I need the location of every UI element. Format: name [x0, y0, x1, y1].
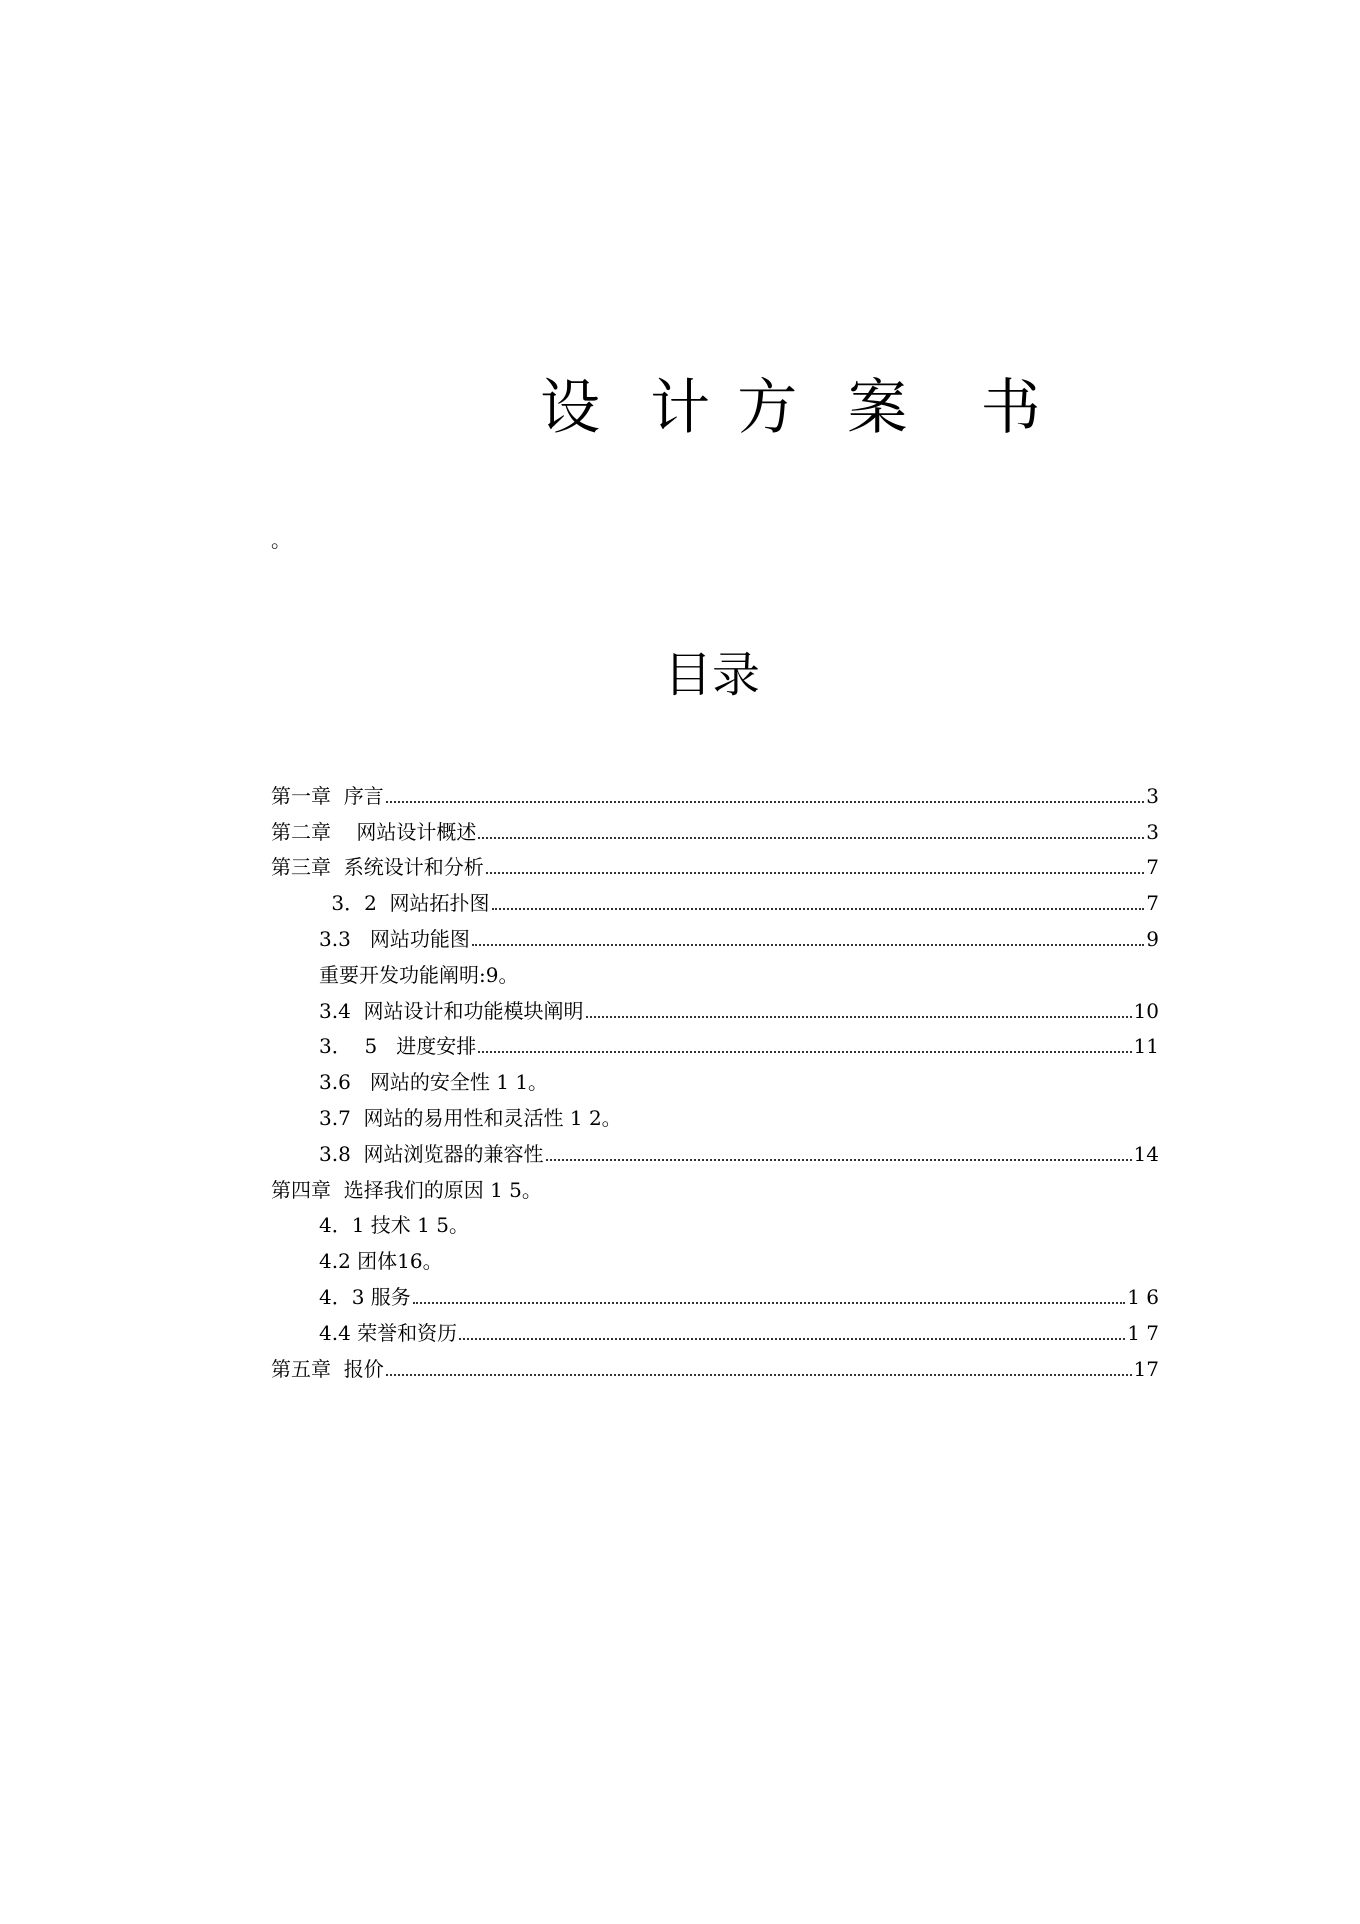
toc-dot-leader [472, 944, 1144, 946]
toc-dot-leader [546, 1159, 1132, 1161]
toc-entry[interactable] [271, 1130, 1159, 1166]
toc-entry-page-number: 3 [1146, 783, 1159, 808]
toc-entry-label: 第三章 系统设计和分析 [271, 855, 484, 880]
toc-dot-leader [478, 1051, 1131, 1053]
toc-entry-page-number: 14 [1133, 1141, 1159, 1166]
toc-entry[interactable] [271, 1202, 1159, 1238]
toc-entry-page-number: 7 [1146, 855, 1159, 880]
toc-entry-label: 3.4 网站设计和功能模块阐明 [319, 998, 584, 1023]
toc-dot-leader [492, 908, 1145, 910]
toc-entry-label: 3.3 网站功能图 [319, 926, 470, 951]
toc-entry-page-number: 17 [1133, 1356, 1159, 1381]
toc-entry-label: 4.4 荣誉和资历 [319, 1320, 458, 1345]
toc-entry-label: 4．3 服务 [319, 1284, 411, 1309]
toc-dot-leader [386, 1374, 1132, 1376]
toc-entry-page-number: 3 [1146, 819, 1159, 844]
toc-dot-leader [478, 837, 1144, 839]
toc-entry[interactable] [271, 1237, 1159, 1273]
toc-dot-leader [386, 801, 1145, 803]
toc-entry[interactable] [271, 1166, 1159, 1202]
toc-entry-page-number: 10 [1133, 998, 1159, 1023]
toc-entry[interactable] [271, 1309, 1159, 1345]
toc-entry-label: 第一章 序言 [271, 783, 384, 808]
toc-entry-label: 3.6 网站的安全性 1 1。 [319, 1070, 549, 1095]
stray-punctuation-mark: 。 [271, 528, 291, 552]
table-of-contents [271, 772, 1159, 1381]
toc-entry-label: 3． 5 进度安排 [319, 1034, 477, 1059]
toc-entry[interactable] [271, 1023, 1159, 1059]
toc-entry-page-number: 7 [1146, 891, 1159, 916]
toc-entry-page-number: 9 [1146, 926, 1159, 951]
toc-entry-label: 3．2 网站拓扑图 [325, 891, 490, 916]
toc-entry[interactable] [271, 1273, 1159, 1309]
toc-entry[interactable] [271, 879, 1159, 915]
toc-dot-leader [413, 1302, 1125, 1304]
toc-entry-label: 重要开发功能阐明:9。 [319, 962, 519, 987]
toc-dot-leader [586, 1016, 1132, 1018]
toc-entry[interactable] [271, 987, 1159, 1023]
toc-entry[interactable] [271, 1345, 1159, 1381]
toc-entry-page-number: 11 [1133, 1034, 1159, 1059]
toc-entry-page-number: 1 7 [1127, 1320, 1159, 1345]
toc-entry-label: 3.7 网站的易用性和灵活性 1 2。 [319, 1105, 622, 1130]
toc-entry-label: 第四章 选择我们的原因 1 5。 [271, 1177, 542, 1202]
toc-entry-page-number: 1 6 [1127, 1284, 1159, 1309]
toc-entry-label: 第五章 报价 [271, 1356, 384, 1381]
toc-dot-leader [486, 872, 1145, 874]
toc-entry-label: 4．1 技术 1 5。 [319, 1213, 469, 1238]
toc-entry[interactable] [271, 772, 1159, 808]
toc-entry-label: 4.2 团体16。 [319, 1249, 443, 1274]
toc-entry[interactable] [271, 844, 1159, 880]
toc-entry-label: 3.8 网站浏览器的兼容性 [319, 1141, 544, 1166]
toc-entry-label: 第二章 网站设计概述 [271, 819, 477, 844]
toc-heading: 目录 [664, 647, 761, 703]
toc-entry[interactable] [271, 915, 1159, 951]
toc-entry[interactable] [271, 1094, 1159, 1130]
toc-dot-leader [459, 1338, 1125, 1340]
document-title: 设 计 方 案 书 [540, 373, 1045, 443]
toc-entry[interactable] [271, 1058, 1159, 1094]
toc-entry[interactable] [271, 951, 1159, 987]
toc-entry[interactable] [271, 808, 1159, 844]
